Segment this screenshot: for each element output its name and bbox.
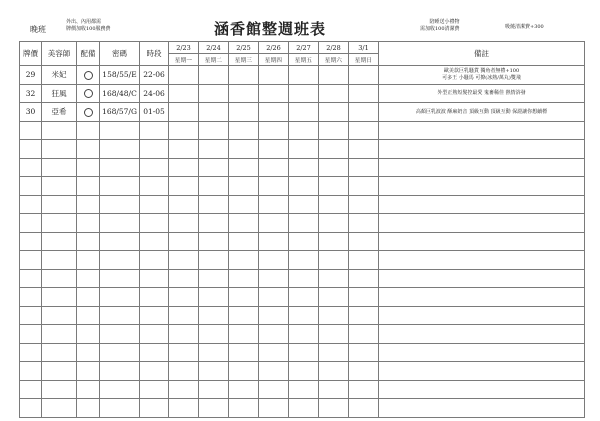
empty-cell xyxy=(199,140,229,159)
day-cell xyxy=(229,103,259,122)
radio-circle-icon[interactable] xyxy=(84,89,93,98)
empty-cell xyxy=(42,232,77,251)
empty-cell xyxy=(20,325,42,344)
empty-cell xyxy=(140,158,169,177)
row-notes: 高顏巨乳波波 酥麻奶音 頂級互動 頂級互動 保證讓你想續標 xyxy=(379,103,585,122)
empty-cell xyxy=(100,362,140,381)
col-header-name: 美容師 xyxy=(42,42,77,66)
empty-cell xyxy=(259,288,289,307)
row-time: 22-06 xyxy=(140,66,169,85)
empty-cell xyxy=(169,121,199,140)
row-time: 01-05 xyxy=(140,103,169,122)
day-cell xyxy=(349,103,379,122)
empty-cell xyxy=(289,269,319,288)
empty-cell xyxy=(20,306,42,325)
day-cell xyxy=(319,103,349,122)
empty-cell xyxy=(289,399,319,418)
empty-cell xyxy=(259,177,289,196)
empty-cell xyxy=(77,232,100,251)
day-date: 2/28 xyxy=(319,42,349,54)
day-cell xyxy=(229,66,259,85)
empty-cell xyxy=(140,214,169,233)
empty-cell xyxy=(289,177,319,196)
page-title: 涵香館整週班表 xyxy=(214,20,327,38)
empty-cell xyxy=(229,343,259,362)
empty-cell xyxy=(42,306,77,325)
empty-cell xyxy=(379,288,585,307)
empty-cell xyxy=(140,306,169,325)
empty-cell xyxy=(77,177,100,196)
empty-cell xyxy=(100,325,140,344)
day-weekday: 星期六 xyxy=(319,54,349,66)
empty-cell xyxy=(379,306,585,325)
table-row xyxy=(20,103,585,122)
empty-cell xyxy=(289,306,319,325)
empty-cell xyxy=(379,121,585,140)
empty-cell xyxy=(229,399,259,418)
empty-cell xyxy=(42,158,77,177)
empty-cell xyxy=(259,214,289,233)
day-cell xyxy=(349,84,379,103)
empty-row xyxy=(20,288,585,307)
row-equip xyxy=(77,66,100,85)
empty-cell xyxy=(229,251,259,270)
day-cell xyxy=(229,84,259,103)
empty-cell xyxy=(77,325,100,344)
empty-cell xyxy=(42,380,77,399)
empty-row xyxy=(20,399,585,418)
empty-cell xyxy=(229,380,259,399)
empty-cell xyxy=(169,380,199,399)
empty-row xyxy=(20,343,585,362)
cleaning-fee-note: 吸燒清潔費+300 xyxy=(505,24,544,30)
empty-row xyxy=(20,325,585,344)
empty-cell xyxy=(319,177,349,196)
empty-cell xyxy=(140,399,169,418)
empty-cell xyxy=(42,343,77,362)
empty-cell xyxy=(169,177,199,196)
empty-cell xyxy=(259,269,289,288)
empty-cell xyxy=(140,269,169,288)
empty-cell xyxy=(319,269,349,288)
empty-cell xyxy=(100,214,140,233)
empty-cell xyxy=(349,269,379,288)
empty-cell xyxy=(379,214,585,233)
empty-cell xyxy=(140,362,169,381)
empty-cell xyxy=(379,380,585,399)
empty-cell xyxy=(77,195,100,214)
empty-cell xyxy=(349,399,379,418)
day-cell xyxy=(169,84,199,103)
empty-cell xyxy=(349,195,379,214)
empty-cell xyxy=(140,343,169,362)
empty-cell xyxy=(379,232,585,251)
empty-cell xyxy=(140,140,169,159)
empty-cell xyxy=(199,343,229,362)
empty-cell xyxy=(199,288,229,307)
empty-cell xyxy=(229,232,259,251)
col-header-notes: 備註 xyxy=(379,42,585,66)
empty-cell xyxy=(229,288,259,307)
empty-cell xyxy=(379,399,585,418)
empty-cell xyxy=(319,380,349,399)
shift-label: 晚班 xyxy=(30,25,46,34)
empty-cell xyxy=(140,121,169,140)
empty-cell xyxy=(42,195,77,214)
day-date: 3/1 xyxy=(349,42,379,54)
empty-cell xyxy=(379,158,585,177)
empty-cell xyxy=(20,362,42,381)
row-name: 狂風 xyxy=(42,84,77,103)
empty-cell xyxy=(42,251,77,270)
empty-row xyxy=(20,362,585,381)
day-weekday: 星期二 xyxy=(199,54,229,66)
empty-cell xyxy=(379,362,585,381)
day-cell xyxy=(289,103,319,122)
empty-cell xyxy=(319,306,349,325)
row-code: 168/57/G xyxy=(100,103,140,122)
empty-cell xyxy=(77,343,100,362)
row-id: 32 xyxy=(20,84,42,103)
col-header-equip: 配備 xyxy=(77,42,100,66)
empty-cell xyxy=(259,362,289,381)
empty-cell xyxy=(20,214,42,233)
empty-cell xyxy=(77,140,100,159)
empty-row xyxy=(20,214,585,233)
empty-row xyxy=(20,195,585,214)
empty-cell xyxy=(42,140,77,159)
empty-cell xyxy=(140,232,169,251)
empty-cell xyxy=(289,325,319,344)
empty-cell xyxy=(199,121,229,140)
empty-cell xyxy=(140,380,169,399)
empty-cell xyxy=(319,140,349,159)
gift-fee-note: 陪睡送小禮物 需加收100清潔費 xyxy=(420,19,460,32)
empty-cell xyxy=(199,177,229,196)
day-cell xyxy=(169,103,199,122)
empty-cell xyxy=(319,195,349,214)
empty-cell xyxy=(20,269,42,288)
day-date: 2/27 xyxy=(289,42,319,54)
empty-cell xyxy=(379,140,585,159)
empty-cell xyxy=(100,177,140,196)
empty-cell xyxy=(77,269,100,288)
empty-cell xyxy=(289,140,319,159)
empty-cell xyxy=(289,251,319,270)
empty-cell xyxy=(100,195,140,214)
empty-cell xyxy=(229,362,259,381)
empty-cell xyxy=(42,177,77,196)
empty-cell xyxy=(349,232,379,251)
day-cell xyxy=(169,66,199,85)
day-cell xyxy=(199,66,229,85)
empty-cell xyxy=(289,288,319,307)
empty-row xyxy=(20,269,585,288)
empty-cell xyxy=(259,380,289,399)
empty-cell xyxy=(349,288,379,307)
empty-cell xyxy=(379,343,585,362)
empty-cell xyxy=(169,343,199,362)
empty-cell xyxy=(349,251,379,270)
empty-cell xyxy=(20,232,42,251)
empty-cell xyxy=(100,399,140,418)
empty-row xyxy=(20,158,585,177)
table-row xyxy=(20,84,585,103)
table-row xyxy=(20,66,585,85)
empty-cell xyxy=(349,214,379,233)
empty-cell xyxy=(199,269,229,288)
empty-cell xyxy=(319,251,349,270)
day-cell xyxy=(319,84,349,103)
empty-cell xyxy=(169,325,199,344)
empty-cell xyxy=(100,121,140,140)
empty-row xyxy=(20,380,585,399)
empty-cell xyxy=(20,121,42,140)
empty-cell xyxy=(140,325,169,344)
day-cell xyxy=(349,66,379,85)
empty-cell xyxy=(199,399,229,418)
empty-cell xyxy=(77,306,100,325)
empty-cell xyxy=(100,158,140,177)
header-row-dates xyxy=(20,42,585,54)
empty-cell xyxy=(169,214,199,233)
empty-cell xyxy=(319,288,349,307)
empty-cell xyxy=(169,306,199,325)
empty-cell xyxy=(259,325,289,344)
empty-cell xyxy=(259,158,289,177)
col-header-time: 時段 xyxy=(140,42,169,66)
empty-cell xyxy=(259,251,289,270)
empty-cell xyxy=(349,380,379,399)
empty-cell xyxy=(77,214,100,233)
day-cell xyxy=(199,84,229,103)
empty-cell xyxy=(169,232,199,251)
row-name: 亞希 xyxy=(42,103,77,122)
empty-cell xyxy=(42,121,77,140)
row-time: 24-06 xyxy=(140,84,169,103)
empty-cell xyxy=(42,288,77,307)
empty-cell xyxy=(20,195,42,214)
day-date: 2/24 xyxy=(199,42,229,54)
empty-cell xyxy=(349,306,379,325)
row-notes: 歐美款巨乳騷貨 獨角者無禮+100 可多王 小騷馬 可撩(冰熱/萬丸)雙飛 xyxy=(379,66,585,85)
empty-cell xyxy=(259,232,289,251)
day-cell xyxy=(199,103,229,122)
empty-cell xyxy=(169,251,199,270)
empty-cell xyxy=(289,232,319,251)
empty-cell xyxy=(100,232,140,251)
empty-cell xyxy=(100,380,140,399)
empty-cell xyxy=(169,269,199,288)
empty-row xyxy=(20,140,585,159)
empty-cell xyxy=(77,399,100,418)
day-cell xyxy=(259,103,289,122)
day-weekday: 星期三 xyxy=(229,54,259,66)
row-id: 29 xyxy=(20,66,42,85)
empty-cell xyxy=(100,269,140,288)
empty-row xyxy=(20,251,585,270)
empty-cell xyxy=(379,195,585,214)
empty-cell xyxy=(289,214,319,233)
empty-cell xyxy=(289,121,319,140)
row-equip xyxy=(77,84,100,103)
row-id: 30 xyxy=(20,103,42,122)
empty-row xyxy=(20,232,585,251)
empty-cell xyxy=(42,214,77,233)
day-cell xyxy=(259,66,289,85)
empty-cell xyxy=(20,158,42,177)
empty-cell xyxy=(319,362,349,381)
row-notes: 外型正熟短髮控最愛 鬼畜稀佳 熱情浴發 xyxy=(379,84,585,103)
empty-cell xyxy=(349,177,379,196)
day-cell xyxy=(289,84,319,103)
empty-cell xyxy=(229,269,259,288)
empty-cell xyxy=(349,362,379,381)
empty-cell xyxy=(199,195,229,214)
empty-row xyxy=(20,177,585,196)
empty-row xyxy=(20,306,585,325)
empty-cell xyxy=(259,195,289,214)
empty-cell xyxy=(199,380,229,399)
empty-cell xyxy=(319,325,349,344)
empty-cell xyxy=(319,232,349,251)
empty-cell xyxy=(319,158,349,177)
empty-cell xyxy=(199,214,229,233)
empty-cell xyxy=(259,399,289,418)
row-name: 米妃 xyxy=(42,66,77,85)
empty-cell xyxy=(199,362,229,381)
day-weekday: 星期日 xyxy=(349,54,379,66)
empty-cell xyxy=(169,399,199,418)
empty-cell xyxy=(229,195,259,214)
empty-cell xyxy=(229,325,259,344)
empty-cell xyxy=(349,158,379,177)
empty-cell xyxy=(289,195,319,214)
empty-cell xyxy=(199,232,229,251)
empty-cell xyxy=(379,177,585,196)
empty-cell xyxy=(289,158,319,177)
empty-cell xyxy=(199,251,229,270)
empty-cell xyxy=(169,158,199,177)
empty-cell xyxy=(77,121,100,140)
empty-cell xyxy=(140,195,169,214)
day-cell xyxy=(319,66,349,85)
empty-cell xyxy=(20,399,42,418)
empty-cell xyxy=(379,325,585,344)
row-equip xyxy=(77,103,100,122)
empty-cell xyxy=(100,306,140,325)
empty-cell xyxy=(169,195,199,214)
day-weekday: 星期一 xyxy=(169,54,199,66)
day-date: 2/26 xyxy=(259,42,289,54)
empty-cell xyxy=(140,251,169,270)
empty-cell xyxy=(42,362,77,381)
empty-cell xyxy=(349,325,379,344)
empty-cell xyxy=(349,343,379,362)
col-header-code: 密碼 xyxy=(100,42,140,66)
empty-cell xyxy=(199,158,229,177)
empty-cell xyxy=(100,251,140,270)
day-weekday: 星期五 xyxy=(289,54,319,66)
empty-cell xyxy=(100,140,140,159)
empty-cell xyxy=(229,121,259,140)
empty-cell xyxy=(42,269,77,288)
empty-cell xyxy=(20,288,42,307)
empty-cell xyxy=(349,121,379,140)
day-date: 2/25 xyxy=(229,42,259,54)
empty-cell xyxy=(199,325,229,344)
empty-cell xyxy=(319,121,349,140)
day-weekday: 星期四 xyxy=(259,54,289,66)
empty-cell xyxy=(77,251,100,270)
day-cell xyxy=(259,84,289,103)
empty-cell xyxy=(259,140,289,159)
empty-cell xyxy=(140,177,169,196)
empty-cell xyxy=(77,362,100,381)
empty-cell xyxy=(379,269,585,288)
empty-cell xyxy=(77,288,100,307)
empty-cell xyxy=(319,399,349,418)
empty-cell xyxy=(199,306,229,325)
radio-circle-icon[interactable] xyxy=(84,71,93,80)
empty-cell xyxy=(42,399,77,418)
empty-cell xyxy=(100,288,140,307)
radio-circle-icon[interactable] xyxy=(84,108,93,117)
empty-cell xyxy=(379,251,585,270)
empty-cell xyxy=(229,306,259,325)
empty-cell xyxy=(169,362,199,381)
empty-cell xyxy=(77,380,100,399)
empty-cell xyxy=(140,288,169,307)
empty-cell xyxy=(20,380,42,399)
empty-cell xyxy=(169,288,199,307)
day-cell xyxy=(289,66,319,85)
row-code: 168/48/C xyxy=(100,84,140,103)
row-code: 158/55/E xyxy=(100,66,140,85)
empty-cell xyxy=(20,343,42,362)
empty-cell xyxy=(42,325,77,344)
empty-cell xyxy=(77,158,100,177)
empty-cell xyxy=(289,380,319,399)
col-header-id: 牌價 xyxy=(20,42,42,66)
day-date: 2/23 xyxy=(169,42,199,54)
empty-cell xyxy=(229,140,259,159)
empty-cell xyxy=(229,158,259,177)
empty-cell xyxy=(349,140,379,159)
empty-cell xyxy=(259,121,289,140)
empty-cell xyxy=(100,343,140,362)
service-fee-note: 外出、內用都需 牌價加收100服務費 xyxy=(66,19,111,32)
empty-cell xyxy=(319,343,349,362)
empty-cell xyxy=(289,362,319,381)
empty-row xyxy=(20,121,585,140)
empty-cell xyxy=(20,177,42,196)
empty-cell xyxy=(169,140,199,159)
empty-cell xyxy=(20,140,42,159)
empty-cell xyxy=(289,343,319,362)
empty-cell xyxy=(229,214,259,233)
empty-cell xyxy=(20,251,42,270)
empty-cell xyxy=(229,177,259,196)
empty-cell xyxy=(319,214,349,233)
empty-cell xyxy=(259,306,289,325)
weekly-schedule-table xyxy=(19,41,585,418)
empty-cell xyxy=(259,343,289,362)
